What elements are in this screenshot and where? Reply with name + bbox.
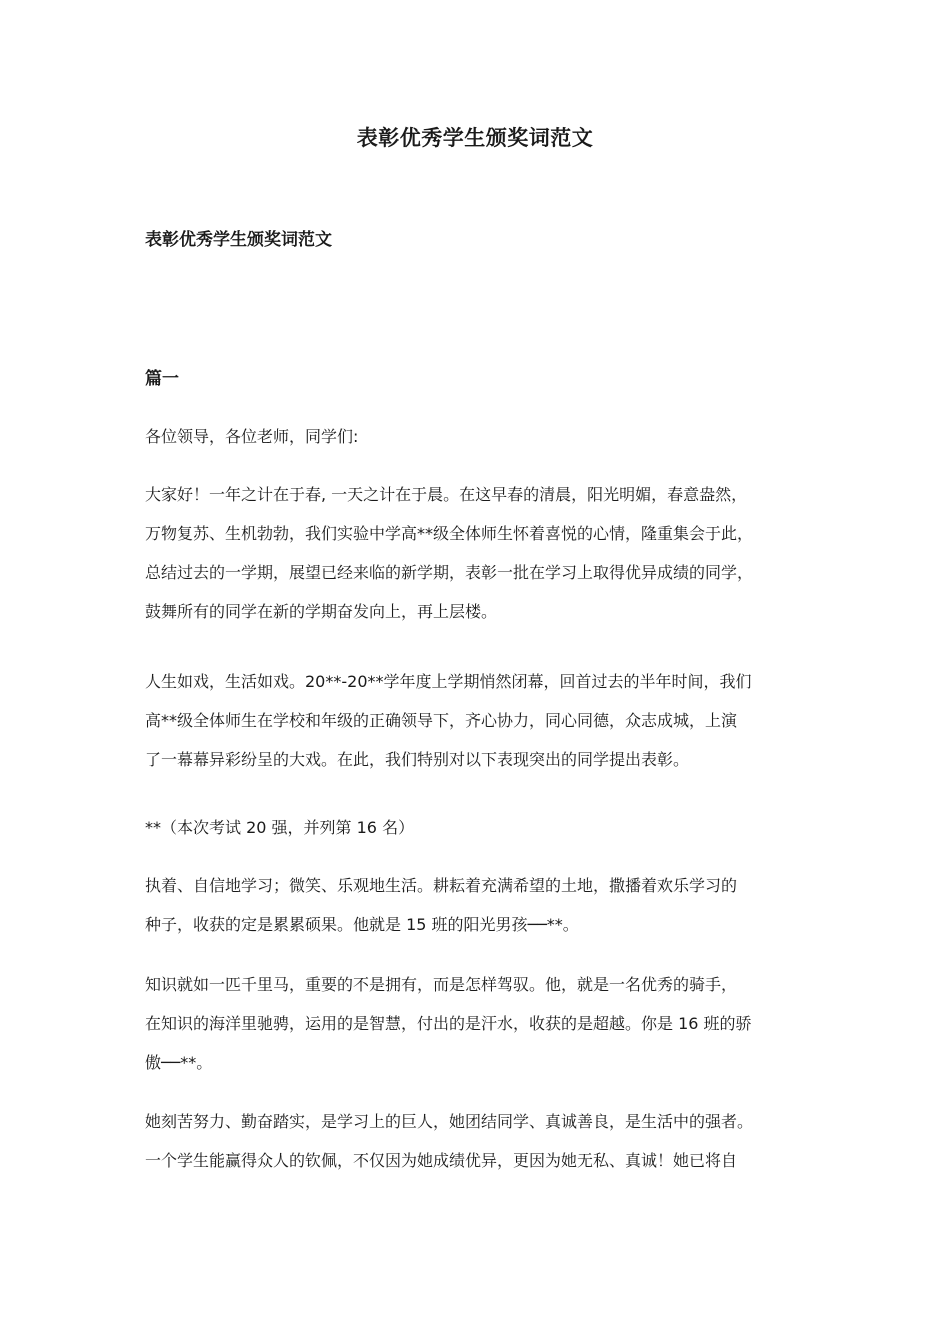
- text-line: 高**级全体师生在学校和年级的正确领导下，齐心协力，同心同德，众志成城，上演: [145, 711, 738, 730]
- text-line: 一个学生能赢得众人的钦佩，不仅因为她成绩优异，更因为她无私、真诚！她已将自: [145, 1151, 738, 1170]
- text-line: 总结过去的一学期，展望已经来临的新学期，表彰一批在学习上取得优异成绩的同学，: [145, 563, 754, 582]
- text-line: 她刻苦努力、勤奋踏实，是学习上的巨人，她团结同学、真诚善良，是生活中的强者。: [145, 1112, 754, 1131]
- rank-paragraph: [145, 808, 810, 847]
- text-line: 各位领导，各位老师，同学们:: [145, 427, 359, 446]
- section-heading: 篇一: [145, 369, 179, 389]
- student2-paragraph: [145, 965, 810, 1082]
- text-line: 在知识的海洋里驰骋，运用的是智慧，付出的是汗水，收获的是超越。你是 16 班的骄: [145, 1014, 752, 1033]
- student3-paragraph: [145, 1102, 810, 1180]
- intro-paragraph: [145, 475, 810, 631]
- document-title: 表彰优秀学生颁奖词范文: [356, 126, 594, 150]
- document-subtitle: 表彰优秀学生颁奖词范文: [145, 230, 332, 250]
- text-line: **（本次考试 20 强，并列第 16 名）: [145, 818, 415, 837]
- salutation-paragraph: [145, 417, 810, 456]
- text-line: 知识就如一匹千里马，重要的不是拥有，而是怎样驾驭。他，就是一名优秀的骑手，: [145, 975, 738, 994]
- text-line: 种子，收获的定是累累硕果。他就是 15 班的阳光男孩──**。: [145, 915, 579, 934]
- text-line: 大家好！一年之计在于春, 一天之计在于晨。在这早春的清晨，阳光明媚，春意盎然，: [145, 485, 748, 504]
- text-line: 了一幕幕异彩纷呈的大戏。在此，我们特别对以下表现突出的同学提出表彰。: [145, 750, 690, 769]
- text-line: 万物复苏、生机勃勃，我们实验中学高**级全体师生怀着喜悦的心情，隆重集会于此，: [145, 524, 754, 543]
- life-paragraph: [145, 662, 810, 779]
- text-line: 傲──**。: [145, 1053, 213, 1072]
- text-line: 人生如戏，生活如戏。20**-20**学年度上学期悄然闭幕，回首过去的半年时间，我们: [145, 672, 752, 691]
- text-line: 执着、自信地学习；微笑、乐观地生活。耕耘着充满希望的土地，撒播着欢乐学习的: [145, 876, 738, 895]
- text-line: 鼓舞所有的同学在新的学期奋发向上，再上层楼。: [145, 602, 498, 621]
- student1-paragraph: [145, 866, 810, 944]
